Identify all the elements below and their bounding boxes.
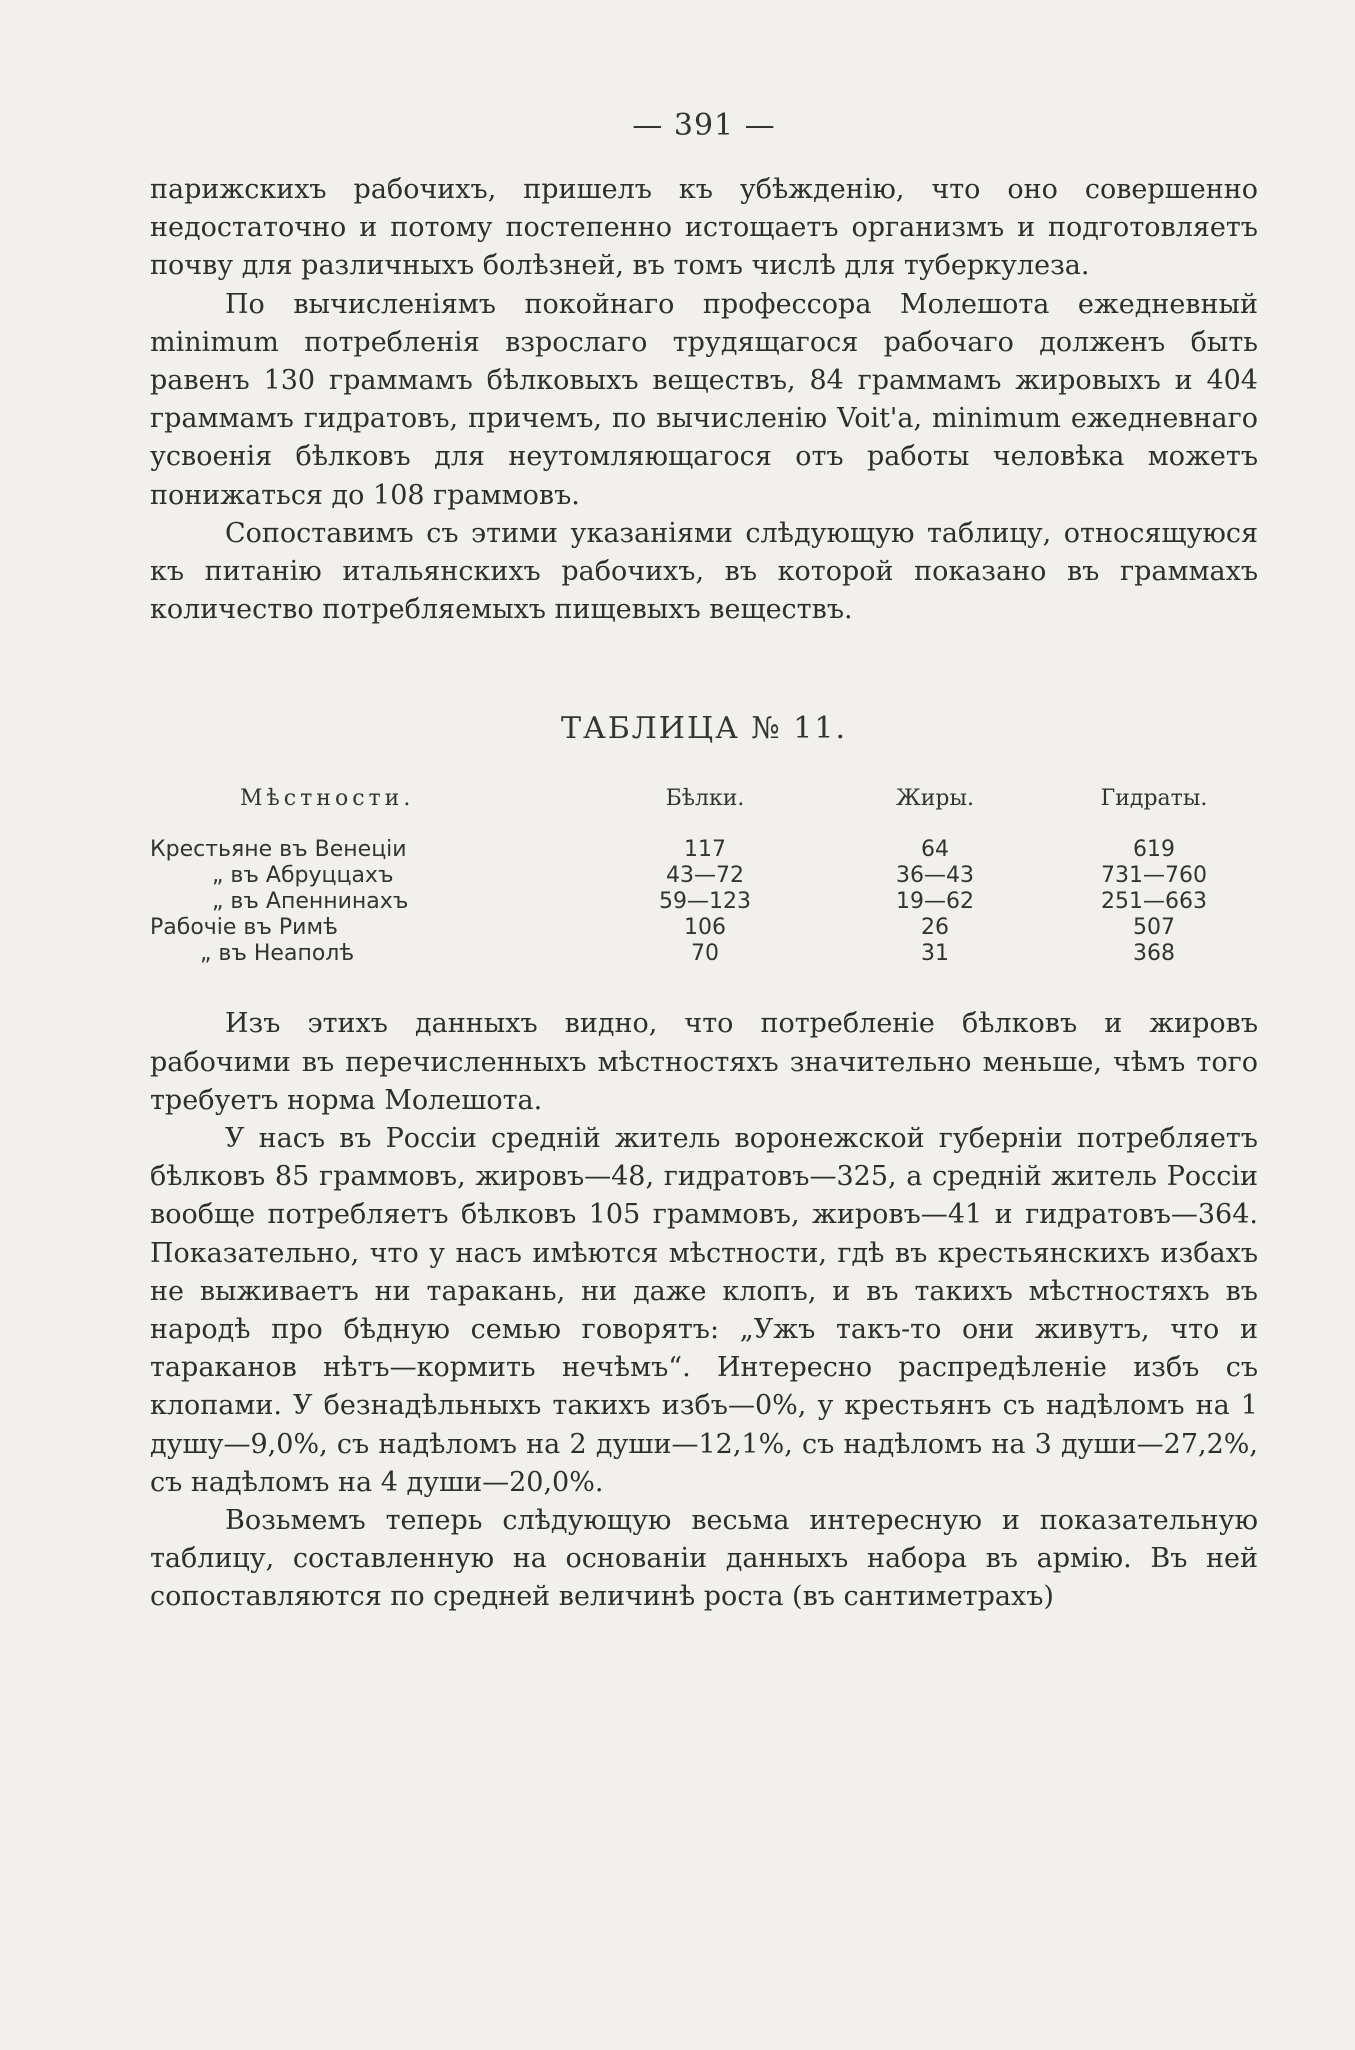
- row-place: Крестьяне въ Венеціи: [150, 837, 407, 863]
- paragraph-russia: У насъ въ Россіи средній житель воронежской губерніи потребляетъ бѣлковъ 85 граммовъ, жировъ—48, гидратовъ—325, а средній житель Россіи вообще потребляетъ бѣлковъ 105 граммовъ, жировъ—41 и гидратовъ—364. Показательно, что у насъ имѣются мѣстности, гдѣ въ крестьянскихъ избахъ не выживаетъ ни таракань, ни даже клопъ, и въ такихъ мѣстностяхъ въ народѣ про бѣдную семью говорятъ: „Ужъ такъ-то они живутъ, что и тараканов нѣтъ—кормить нечѣмъ“. Интересно распредѣленіе избъ съ клопами. У безнадѣльныхъ такихъ избъ—0%, у крестьянъ съ надѣломъ на 1 душу—9,0%, съ надѣломъ на 2 души—12,1%, съ надѣломъ на 3 души—27,2%, съ надѣломъ на 4 души—20,0%.: [150, 1123, 1258, 1498]
- row-fats: 36—43: [896, 863, 974, 889]
- row-proteins: 59—123: [659, 889, 751, 915]
- paragraph-conclusion: Изъ этихъ данныхъ видно, что потребленіе бѣлковъ и жировъ рабочими въ перечисленныхъ мѣстностяхъ значительно меньше, чѣмъ того требуетъ норма Молешота.: [150, 1008, 1258, 1116]
- row-fats: 31: [921, 941, 949, 967]
- paragraph-moleschott: По вычисленіямъ покойнаго профессора Молешота ежедневный minimum потребленія взрослаго трудящагося рабочаго долженъ быть равенъ 130 граммамъ бѣлковыхъ веществъ, 84 граммамъ жировыхъ и 404 граммамъ гидратовъ, причемъ, по вычисленію Voit'a, minimum ежедневнаго усвоенія бѣлковъ для неутомляющагося отъ работы человѣка можетъ понижаться до 108 граммовъ.: [150, 288, 1258, 511]
- row-carbohydrates: 731—760: [1101, 863, 1207, 889]
- header-proteins: Бѣлки.: [665, 786, 745, 812]
- row-proteins: 106: [684, 915, 726, 941]
- row-place: „ въ Неаполѣ: [200, 941, 355, 967]
- row-place: „ въ Апеннинахъ: [212, 889, 409, 915]
- row-proteins: 70: [691, 941, 719, 967]
- paragraph-army-table: Возьмемъ теперь слѣдующую весьма интересную и показательную таблицу, составленную на основаніи данныхъ набора въ армію. Въ ней сопоставляются по средней величинѣ роста (въ сантиметрахъ): [150, 1505, 1258, 1613]
- row-fats: 64: [921, 837, 949, 863]
- table-row: [150, 941, 1258, 967]
- row-place: „ въ Абруццахъ: [212, 863, 394, 889]
- paragraph-table-intro: Сопоставимъ съ этими указаніями слѣдующую таблицу, относящуюся къ питанію итальянскихъ рабочихъ, въ которой показано въ граммахъ количество потребляемыхъ пищевыхъ веществъ.: [150, 517, 1258, 626]
- row-fats: 19—62: [896, 889, 974, 915]
- table-row: [150, 889, 1258, 915]
- header-carbohydrates: Гидраты.: [1100, 786, 1208, 812]
- row-proteins: 43—72: [666, 863, 744, 889]
- row-carbohydrates: 368: [1133, 941, 1175, 967]
- document-page: [150, 108, 1258, 1617]
- table-header-row: [150, 786, 1258, 837]
- table-title: ТАБЛИЦА № 11.: [560, 711, 848, 747]
- paragraph-continuation: парижскихъ рабочихъ, пришелъ къ убѣжденію, что оно совершенно недостаточно и потому постепенно истощаетъ организмъ и подготовляетъ почву для различныхъ болѣзней, въ томъ числѣ для туберкулеза.: [150, 174, 1258, 282]
- table-row: [150, 915, 1258, 941]
- row-place: Рабочіе въ Римѣ: [150, 915, 338, 941]
- row-fats: 26: [921, 915, 949, 941]
- row-carbohydrates: 619: [1133, 837, 1175, 863]
- header-locality: Мѣстности.: [240, 786, 415, 812]
- nutrition-table: [150, 786, 1258, 967]
- table-row: [150, 837, 1258, 863]
- header-fats: Жиры.: [896, 786, 974, 812]
- row-carbohydrates: 507: [1133, 915, 1175, 941]
- table-row: [150, 863, 1258, 889]
- page-number: — 391 —: [632, 108, 776, 143]
- row-proteins: 117: [684, 837, 726, 863]
- row-carbohydrates: 251—663: [1101, 889, 1207, 915]
